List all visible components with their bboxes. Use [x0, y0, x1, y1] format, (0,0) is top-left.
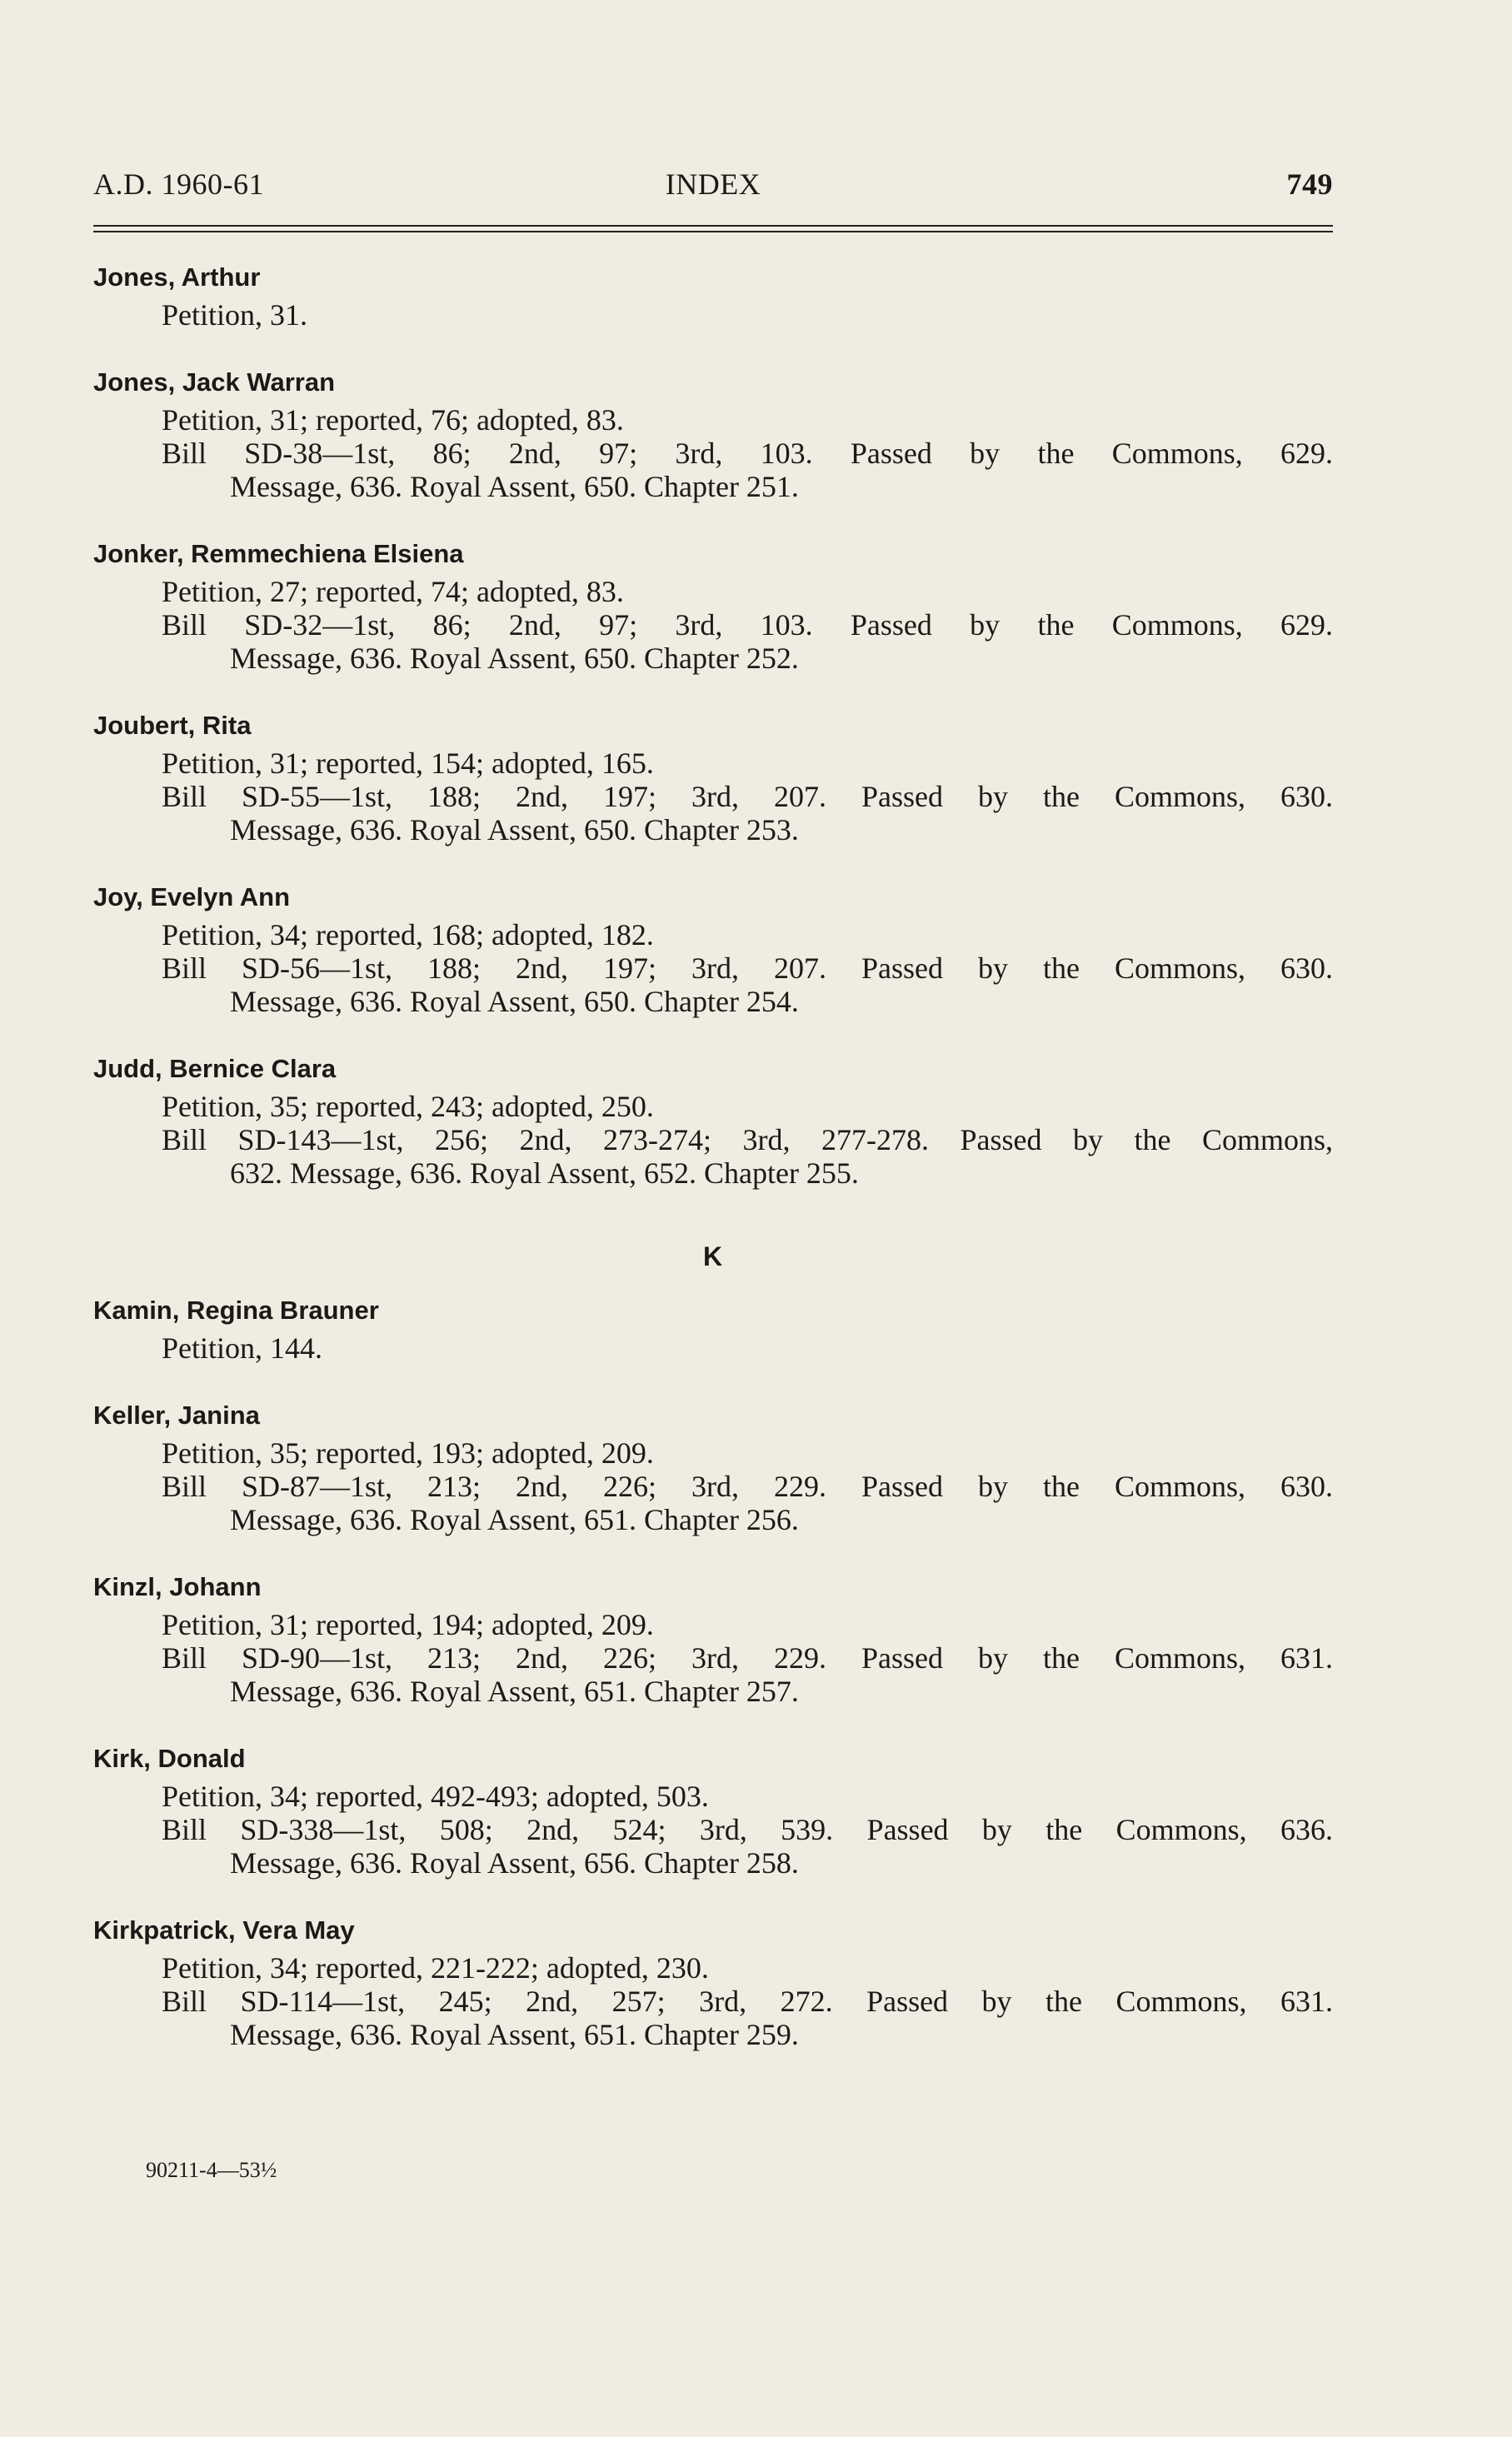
index-entry	[93, 365, 1333, 503]
entry-bill-continuation: 632. Message, 636. Royal Assent, 652. Chapter 255.	[230, 1156, 859, 1190]
entry-name: Kinzl, Johann	[93, 1572, 262, 1601]
entry-petition: Petition, 35; reported, 193; adopted, 209.	[162, 1436, 654, 1470]
index-entry	[93, 537, 1333, 675]
entry-bill-continuation: Message, 636. Royal Assent, 656. Chapter 258.	[230, 1846, 799, 1880]
entry-bill-continuation: Message, 636. Royal Assent, 650. Chapter 254.	[230, 985, 799, 1018]
entry-bill-continuation: Message, 636. Royal Assent, 650. Chapter 253.	[230, 813, 799, 846]
entry-bill-continuation: Message, 636. Royal Assent, 651. Chapter 256.	[230, 1503, 799, 1536]
entry-name: Judd, Bernice Clara	[93, 1054, 337, 1083]
entry-petition: Petition, 35; reported, 243; adopted, 250.	[162, 1090, 654, 1123]
entry-petition: Petition, 31; reported, 154; adopted, 165.	[162, 747, 654, 780]
entry-bill: Bill SD-56—1st, 188; 2nd, 197; 3rd, 207. Passed by the Commons, 630.	[162, 951, 1333, 985]
entry-petition: Petition, 34; reported, 221-222; adopted, 230.	[162, 1951, 709, 1985]
entry-petition: Petition, 34; reported, 168; adopted, 182.	[162, 918, 654, 951]
header-title: INDEX	[665, 167, 761, 201]
header-date-range: A.D. 1960-61	[93, 167, 264, 201]
index-entry	[93, 708, 1333, 846]
entry-name: Kirkpatrick, Vera May	[93, 1915, 355, 1945]
entry-petition: Petition, 34; reported, 492-493; adopted, 503.	[162, 1780, 709, 1813]
index-entry	[93, 1913, 1333, 2051]
entry-bill-continuation: Message, 636. Royal Assent, 650. Chapter 252.	[230, 642, 799, 675]
entry-bill: Bill SD-87—1st, 213; 2nd, 226; 3rd, 229. Passed by the Commons, 630.	[162, 1470, 1333, 1503]
entry-name: Keller, Janina	[93, 1401, 260, 1430]
entry-bill: Bill SD-90—1st, 213; 2nd, 226; 3rd, 229. Passed by the Commons, 631.	[162, 1641, 1333, 1675]
entry-bill: Bill SD-55—1st, 188; 2nd, 197; 3rd, 207. Passed by the Commons, 630.	[162, 780, 1333, 813]
section-letter: K	[702, 1241, 724, 1271]
entry-petition: Petition, 27; reported, 74; adopted, 83.	[162, 575, 624, 608]
entry-name: Kamin, Regina Brauner	[93, 1296, 379, 1325]
page-number: 749	[1286, 167, 1333, 201]
index-entry	[93, 1570, 1333, 1708]
index-entry	[93, 880, 1333, 1018]
entry-petition: Petition, 31; reported, 76; adopted, 83.	[162, 403, 624, 437]
entry-name: Joubert, Rita	[93, 711, 252, 740]
entry-name: Joy, Evelyn Ann	[93, 882, 291, 911]
entry-bill-continuation: Message, 636. Royal Assent, 651. Chapter 257.	[230, 1675, 799, 1708]
entry-bill: Bill SD-38—1st, 86; 2nd, 97; 3rd, 103. Passed by the Commons, 629.	[162, 437, 1333, 470]
index-entry	[93, 260, 1333, 332]
running-head	[93, 167, 1333, 208]
entry-petition: Petition, 31; reported, 194; adopted, 209.	[162, 1608, 654, 1641]
header-double-rule	[93, 225, 1333, 232]
entry-bill-continuation: Message, 636. Royal Assent, 650. Chapter 251.	[230, 470, 799, 503]
entry-bill-continuation: Message, 636. Royal Assent, 651. Chapter 259.	[230, 2018, 799, 2051]
index-entry	[93, 1398, 1333, 1536]
index-entry	[93, 1051, 1333, 1190]
entry-bill: Bill SD-114—1st, 245; 2nd, 257; 3rd, 272. Passed by the Commons, 631.	[162, 1985, 1333, 2018]
entry-petition: Petition, 144.	[162, 1331, 323, 1365]
index-entry	[93, 1741, 1333, 1880]
print-code: 90211-4—53½	[146, 2158, 277, 2182]
entry-bill: Bill SD-32—1st, 86; 2nd, 97; 3rd, 103. Passed by the Commons, 629.	[162, 608, 1333, 642]
entry-petition: Petition, 31.	[162, 298, 308, 332]
entry-name: Kirk, Donald	[93, 1744, 246, 1773]
index-entry	[93, 1293, 1333, 1365]
entry-bill: Bill SD-143—1st, 256; 2nd, 273-274; 3rd, 277-278. Passed by the Commons,	[162, 1123, 1333, 1156]
index-body	[93, 260, 1333, 2085]
entry-bill: Bill SD-338—1st, 508; 2nd, 524; 3rd, 539. Passed by the Commons, 636.	[162, 1813, 1333, 1846]
entry-name: Jonker, Remmechiena Elsiena	[93, 539, 464, 568]
entry-name: Jones, Arthur	[93, 262, 261, 292]
entry-name: Jones, Jack Warran	[93, 367, 336, 397]
